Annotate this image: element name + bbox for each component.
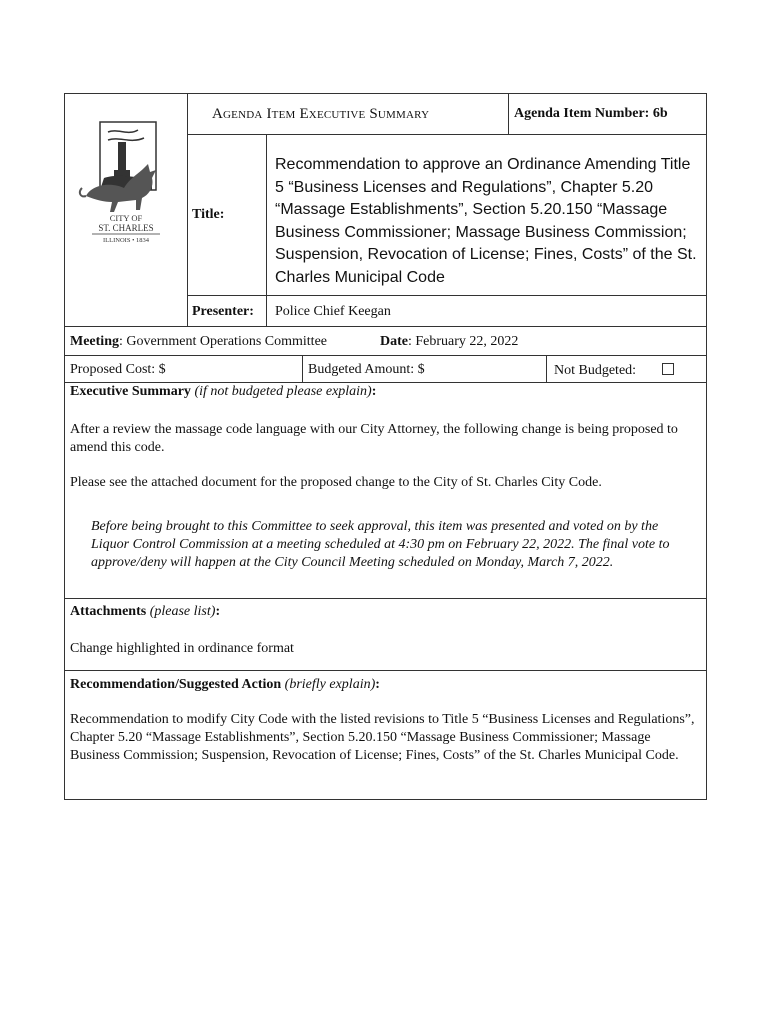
executive-summary-heading bbox=[70, 384, 376, 400]
logo-column-divider bbox=[187, 93, 188, 326]
presenter-value: Police Chief Keegan bbox=[275, 304, 391, 319]
budgeted-amount-field: Budgeted Amount: $ bbox=[308, 362, 425, 377]
date-value: : February 22, 2022 bbox=[408, 334, 519, 349]
executive-summary-note: (if not budgeted please explain) bbox=[194, 384, 372, 399]
cost-divider-1 bbox=[302, 355, 303, 382]
executive-summary-para3: Before being brought to this Committee to seek approval, this item was presented and voted on by the Liquor Control Commission at a meeting scheduled at 4:30 pm on February 22, 2022. The final vote to approve/deny will happen at the City Council Meeting scheduled on Monday, March 7, 2022. bbox=[91, 519, 670, 570]
date-label: Date bbox=[380, 334, 408, 349]
title-bottom-line bbox=[187, 295, 707, 296]
recommendation-colon: : bbox=[375, 677, 380, 692]
summary-bottom-line bbox=[64, 598, 707, 599]
header-divider bbox=[508, 93, 509, 134]
not-budgeted-checkbox[interactable] bbox=[662, 363, 674, 375]
date-field bbox=[380, 334, 518, 350]
executive-summary-colon: : bbox=[371, 384, 377, 399]
meeting-label: Meeting bbox=[70, 334, 119, 349]
executive-summary-title: Executive Summary bbox=[70, 384, 191, 399]
executive-summary-para1: After a review the massage code language with our City Attorney, the following change is being proposed to amend this code. bbox=[70, 422, 678, 455]
meeting-bottom-line bbox=[64, 355, 707, 356]
city-logo-icon bbox=[78, 118, 174, 248]
presenter-label: Presenter: bbox=[192, 304, 254, 319]
recommendation-title: Recommendation/Suggested Action bbox=[70, 677, 282, 692]
cost-bottom-line bbox=[64, 382, 707, 383]
recommendation-note: (briefly explain) bbox=[284, 677, 376, 692]
attachments-heading bbox=[70, 604, 220, 620]
page-title: Agenda Item Executive Summary bbox=[212, 106, 430, 122]
attachments-colon: : bbox=[215, 604, 221, 619]
attachments-note: (please list) bbox=[149, 604, 216, 619]
executive-summary-para2: Please see the attached document for the proposed change to the City of St. Charles City Code. bbox=[70, 475, 602, 490]
attachments-bottom-line bbox=[64, 670, 707, 671]
logo-line1: CITY OF bbox=[109, 213, 143, 223]
title-label: Title: bbox=[192, 207, 225, 222]
attachments-title: Attachments bbox=[70, 604, 147, 619]
cost-divider-2 bbox=[546, 355, 547, 382]
logo-line2: ST. CHARLES bbox=[98, 223, 154, 233]
not-budgeted-label: Not Budgeted: bbox=[554, 363, 637, 378]
agenda-item-number: Agenda Item Number: 6b bbox=[514, 106, 668, 121]
title-value: Recommendation to approve an Ordinance Amending Title 5 “Business Licenses and Regulations”, Chapter 5.20 “Massage Establishments”, Section 5.20.150 “Massage Business Commissioner; Massage Business Commission; Suspension, Revocation of License; Fines, Costs” of the St. Charles Municipal Code bbox=[275, 156, 697, 286]
presenter-bottom-line bbox=[64, 326, 707, 327]
header-bottom-line bbox=[187, 134, 707, 135]
label-column-divider bbox=[266, 134, 267, 326]
meeting-value: : Government Operations Committee bbox=[118, 334, 327, 349]
proposed-cost-field: Proposed Cost: $ bbox=[70, 362, 166, 377]
logo-line3: ILLINOIS • 1834 bbox=[103, 237, 149, 244]
recommendation-heading bbox=[70, 677, 380, 693]
meeting-field bbox=[70, 334, 327, 350]
recommendation-body: Recommendation to modify City Code with the listed revisions to Title 5 “Business Licenses and Regulations”, Chapter 5.20 “Massage Establishments”, Section 5.20.150 “Massage Business Commissioner; Massage Business Commission; Suspension, Revocation of License; Fines, Costs” of the St. Charles Municipal Code. bbox=[70, 712, 695, 763]
attachments-body: Change highlighted in ordinance format bbox=[70, 641, 294, 656]
